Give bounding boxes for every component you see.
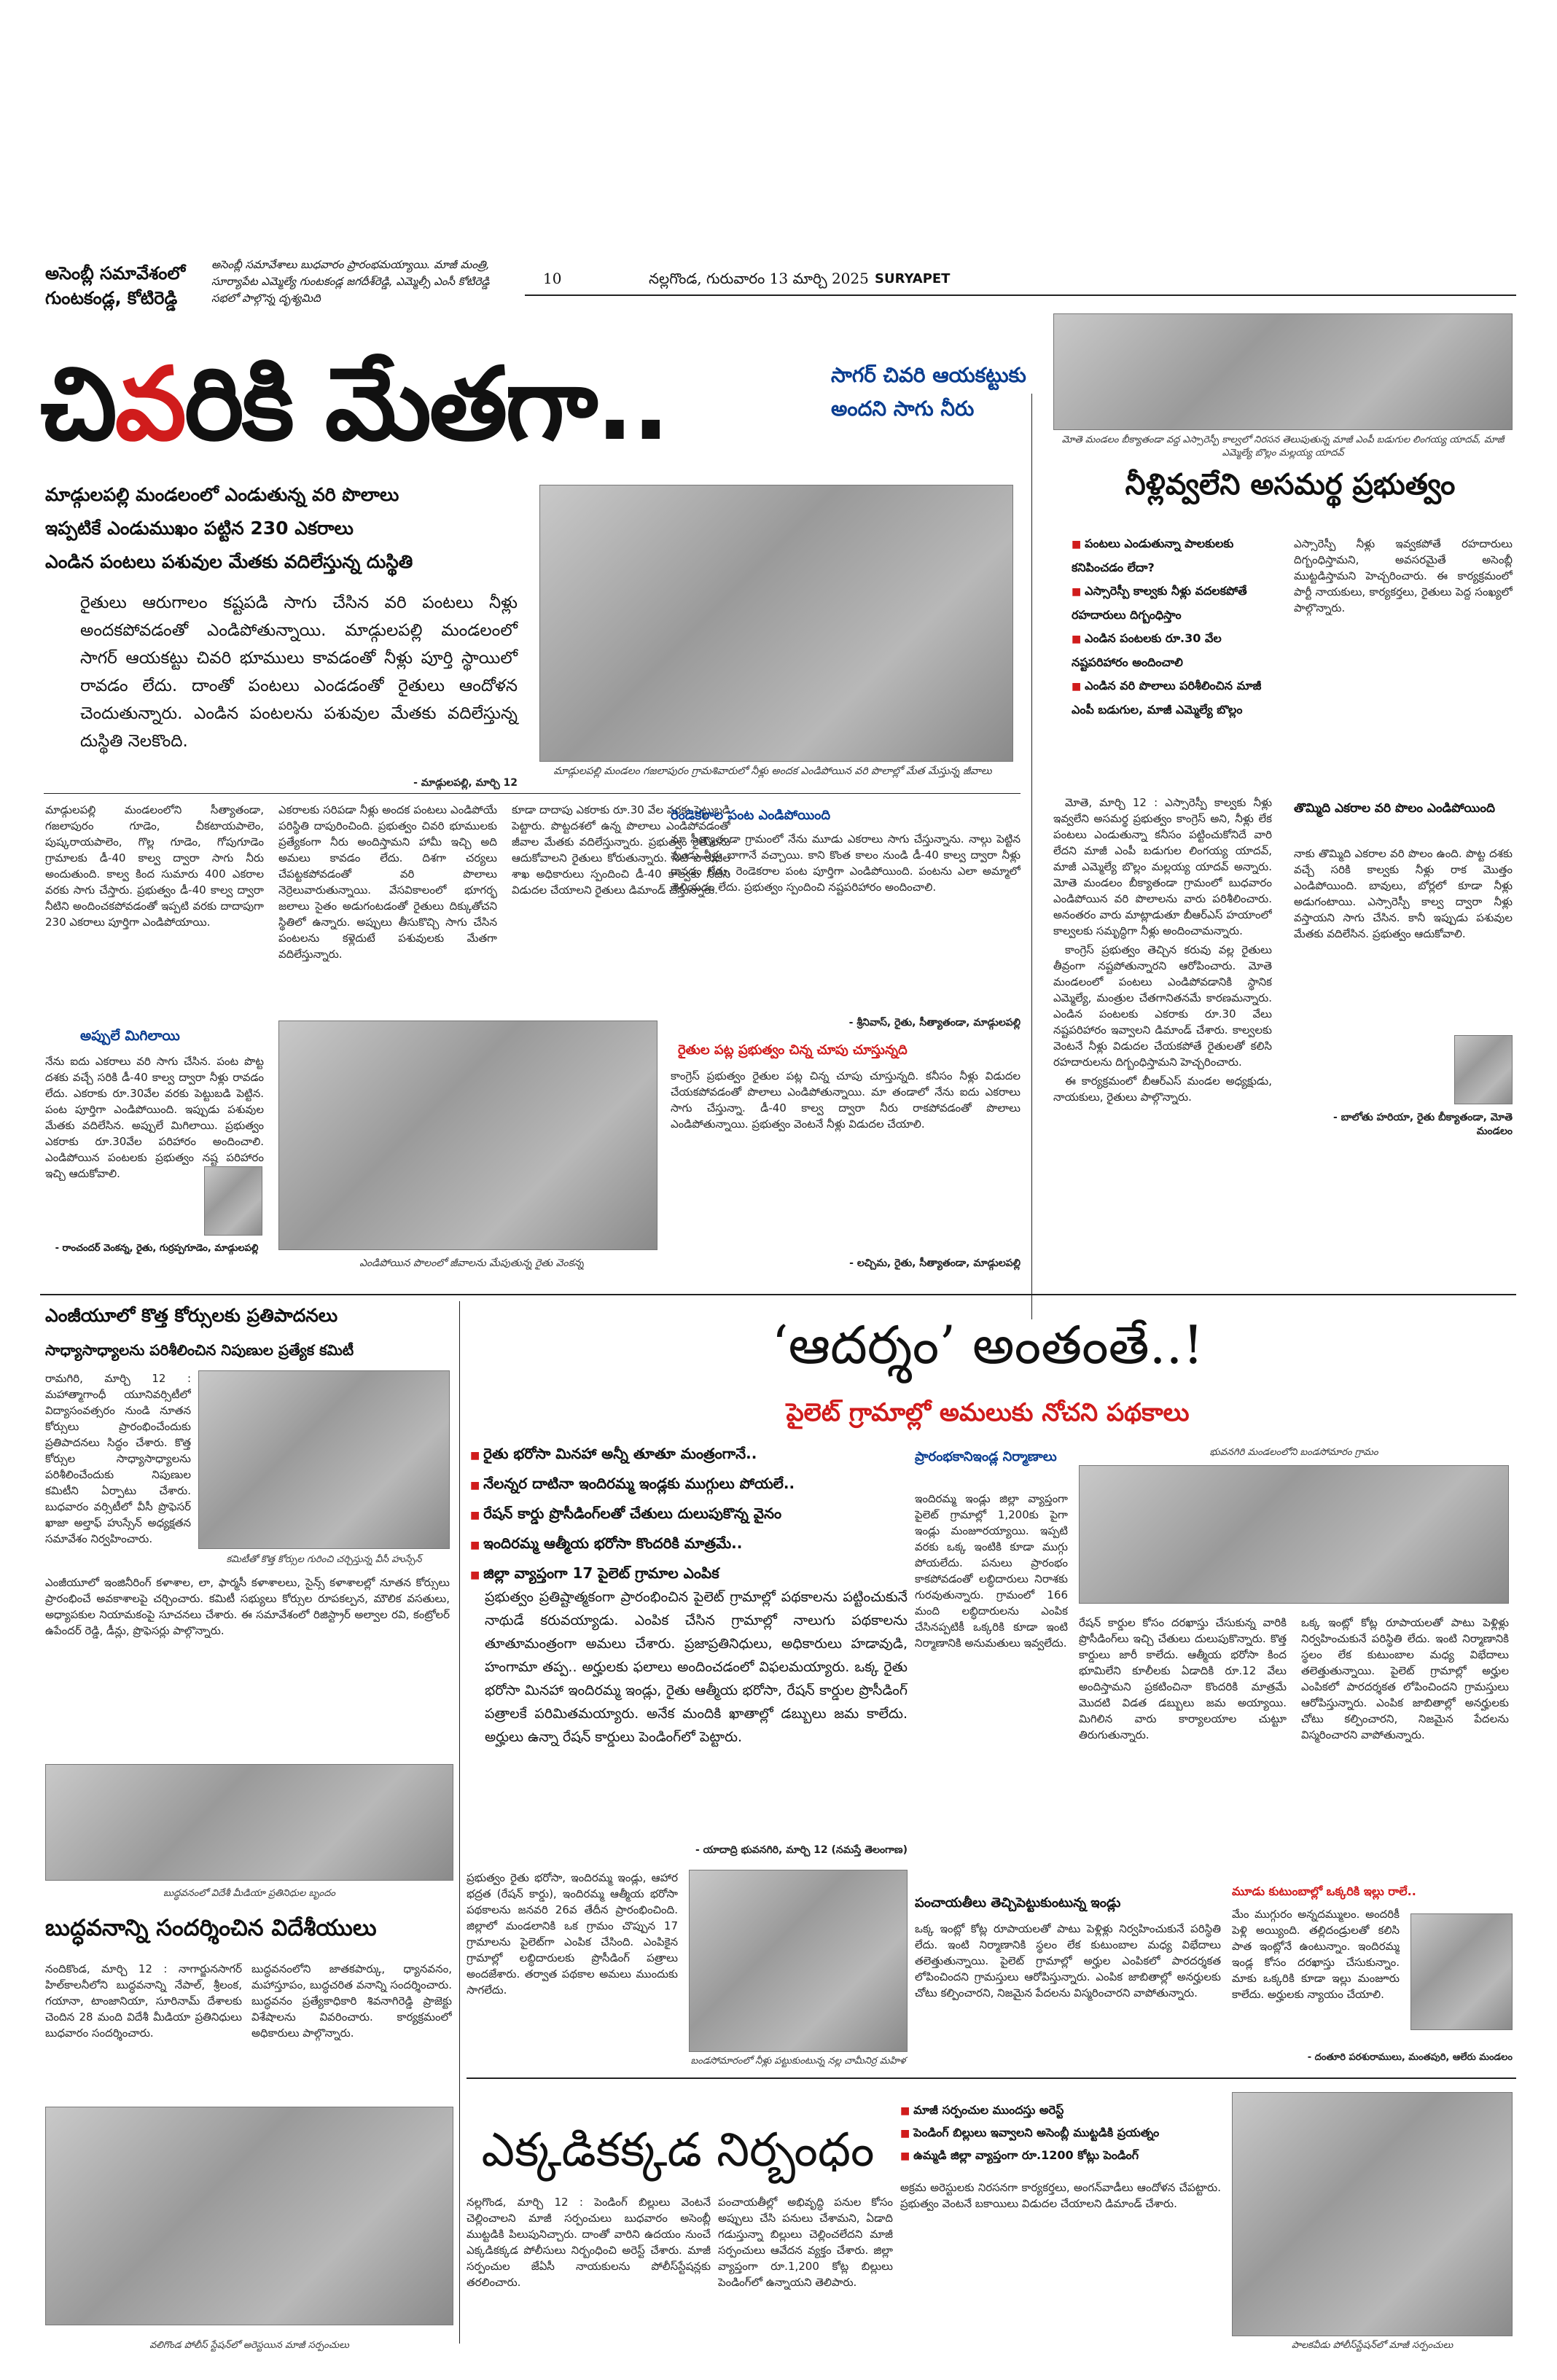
story3-photo: [198, 1370, 450, 1549]
deck-line: ఎండిన పంటలు పశువుల మేతకు వదిలేస్తున్న దుస్థితి: [45, 551, 413, 572]
section-rule-2: [467, 2077, 1516, 2079]
story6-right-caption: పాలకవీడు పోలీస్‌స్టేషన్‌లో మాజీ సర్పంచులు: [1291, 2340, 1453, 2351]
story2-body2: ఎస్సారెస్పీ నీళ్లు ఇవ్వకపోతే రహదారులు దిగ్బంధిస్తామని, అవసరమైతే అసెంబ్లీ ముట్టడిస్తామని హెచ్చరించారు. ఈ కార్యక్రమంలో పార్టీ నాయకులు, కార్యకర్తలు, రైతులు పెద్ద సంఖ్యలో పాల్గొన్నారు.: [1294, 537, 1513, 614]
date-line: నల్లగొండ, గురువారం 13 మార్చి 2025: [649, 270, 869, 287]
story2-para: ఈ కార్యక్రమంలో బీఆర్ఎస్ మండల అధ్యక్షుడు, నాయకులు, రైతులు పాల్గొన్నారు.: [1053, 1074, 1272, 1104]
story4-sub2-body: ఒక్క ఇంట్లో కోట్ల రూపాయలతో పాటు పెళ్లిళ్లు నిర్వహించుకునే పరిస్థితి లేదు. ఇంటి నిర్మాణానికి స్థలం లేక కుటుంబాల మధ్య విభేదాలు తలెత్తుతున్నాయి. పైలెట్ గ్రామాల్లో అర్హుల ఎంపికలో పారదర్శకత లోపించిందని గ్రామస్తులు ఆరోపిస్తున్నారు. ఎంపిక జాబితాల్లో అనర్హులకు చోటు కల్పించారని, నిజమైన పేదలను విస్మరించారని వాపోతున్నారు.: [915, 1922, 1221, 1999]
story2-photo-caption: మోతె మండలం బీక్యాతండా వద్ద ఎస్సారెస్పీ కాల్వలో నిరసన తెలుపుతున్న మాజీ ఎంపీ బడుగుల లింగయ్య యాదవ్, మాజీ ఎమ్మెల్యే బొల్లం మల్లయ్య యాదవ్: [1061, 434, 1505, 459]
vertical-divider: [1031, 394, 1032, 1319]
story3-photo-caption: కమిటీతో కొత్త కోర్సుల గురించి చర్చిస్తున్న వీసీ హుస్సేన్: [226, 1554, 422, 1565]
story2-sub-byline: - బాలోతు హరియా, రైతు బీక్యాతండా, మోతె మండలం: [1332, 1112, 1513, 1137]
story1-sub3-body: కాంగ్రెస్ ప్రభుత్వం రైతుల పట్ల చిన్న చూపు చూస్తున్నది. కనీసం నీళ్లు విడుదల చేయకపోవడంతో పొలాలు ఎండిపోతున్నాయి. మా తండాలో నేను ఐదు ఎకరాలు సాగు చేస్తున్నా. డీ-40 కాల్వ ద్వారా నీరు రాకపోవడంతో పొలాలు ఎండిపోతున్నాయి. ప్రభుత్వం వెంటనే నీళ్లు విడుదల చేయాలి.: [671, 1069, 1021, 1131]
farmer-portrait: [204, 1166, 262, 1236]
story2-headline: నీళ్లివ్వలేని అసమర్థ ప్రభుత్వం: [1125, 468, 1456, 502]
story2-bullets: [1072, 532, 1268, 722]
story4-intro: ప్రభుత్వం ప్రతిష్టాత్మకంగా ప్రారంభించిన పైలెట్ గ్రామాల్లో పథకాలను పట్టించుకునే నాథుడే కరువయ్యాడు. ఎంపిక చేసిన గ్రామాల్లో నాలుగు పథకాలను తూతూమంత్రంగా అమలు చేశారు. ప్రజాప్రతినిధులు, అధికారులు హడావుడి, హంగామా తప్ప.. అర్హులకు ఫలాలు అందించడంలో విఫలమయ్యారు. ఒక్క రైతు భరోసా మినహా ఇందిరమ్మ ఇండ్లు, రైతు ఆత్మీయ భరోసా, రేషన్ కార్డుల ప్రొసీడింగ్ పత్రాలకే పరిమితమయ్యారు. అనేక మందికి ఖాతాల్లో డబ్బులు జమ కాలేదు. అర్హులు ఉన్నా రేషన్ కార్డులు పెండింగ్‌లో పెట్టారు.: [485, 1589, 908, 1745]
story2-para: మోతె, మార్చి 12 : ఎస్సారెస్పీ కాల్వకు నీళ్లు ఇవ్వలేని అసమర్థ ప్రభుత్వం కాంగ్రెస్ అని, నీళ్లు లేక పంటలు ఎండుతున్నా కనీసం పట్టించుకోనిదే వారి లేదని మాజీ ఎంపీ బడుగుల లింగయ్య యాదవ్, మాజీ ఎమ్మెల్యే బొల్లం మల్లయ్య యాదవ్ అన్నారు. మోతె మండలం బీక్యాతండా గ్రామంలో బుధవారం ఎండిపోయిన వరి పొలాలను వారు పరిశీలించారు. అనంతరం వారు మాట్లాడుతూ బీఆర్ఎస్ హయాంలో కాల్వలకు సమృద్ధిగా నీళ్లు అందించామన్నారు.: [1053, 796, 1272, 937]
bullet-item: ■ మాజీ సర్పంచుల ముందస్తు అరెస్ట్: [900, 2099, 1206, 2122]
story6-col3: అక్రమ అరెస్టులకు నిరసనగా కార్యకర్తలు, అంగన్‌వాడీలు ఆందోళన చేపట్టారు. ప్రభుత్వం వెంటనే బకాయిలు విడుదల చేయాలని డిమాండ్ చేశారు.: [900, 2181, 1221, 2210]
story1-photo-caption: మాడ్గులపల్లి మండలం గజలాపురం గ్రామశివారులో నీళ్లు అందక ఎండిపోయిన వరి పొలాల్లో మేత మేస్తున్న జీవాలు: [553, 765, 992, 777]
story4-photo2-caption: బండసోమారంలో నీళ్లు పట్టుకుంటున్న నల్ల చామీనిర్ర మహిళ: [690, 2056, 906, 2067]
bullet-item: ■ నేలన్నర దాటినా ఇందిరమ్మ ఇండ్లకు ముగ్గులు పోయలే..: [470, 1470, 908, 1499]
section-rule: [40, 1294, 1516, 1295]
story1-sub1: అప్పులే మిగిలాయి: [80, 1028, 180, 1044]
story4-dateline: - యాదాద్రి భువనగిరి, మార్చి 12 (నమస్తే తెలంగాణ): [695, 1844, 908, 1856]
left-teaser: అసెంబ్లీ సమావేశంలో గుంటకండ్ల, కోటిరెడ్డి: [45, 263, 186, 308]
story4-portrait: [1410, 1913, 1513, 2030]
story4-sub3-body: మేం ముగ్గురం అన్నదమ్ములం. అందరికీ పెళ్లి అయ్యింది. తల్లిదండ్రులతో కలిసి పాత ఇంట్లోనే ఉంటున్నాం. ఇందిరమ్మ ఇండ్ల కోసం దరఖాస్తు చేసుకున్నాం. మాకు ఒక్కరికి కూడా ఇల్లు మంజూరు కాలేదు. అర్హులకు న్యాయం చేయాలి.: [1232, 1908, 1400, 2001]
story4-photo: [1079, 1465, 1509, 1604]
story4-sub2: పంచాయతీలు తెచ్చిపెట్టుకుంటున్న ఇండ్లు: [915, 1895, 1121, 1911]
headline-part-a: చి: [40, 346, 115, 463]
bullet-item: ■ పెండింగ్ బిల్లులు ఇవ్వాలని అసెంబ్లీ ముట్టడికి ప్రయత్నం: [900, 2122, 1206, 2145]
story4-photo-caption: భువనగిరి మండలంలోని బండసోమారం గ్రామం: [1209, 1447, 1378, 1458]
headline-part-b: వ: [114, 346, 184, 463]
story5-photo-caption: బుద్ధవనంలో విదేశీ మీడియా ప్రతినిధుల బృందం: [163, 1888, 336, 1899]
story5-col2: బుద్ధవనంలోని జాతకపార్కు, ధ్యానవనం, మహాస్తూపం, బుద్ధచరిత వనాన్ని సందర్శించారు. బుద్ధవనం ప్రత్యేకాధికారి శివనాగిరెడ్డి ప్రాజెక్టు విశేషాలను వివరించారు. కార్యక్రమంలో అధికారులు పాల్గొన్నారు.: [251, 1962, 452, 2040]
story4-deck: పైలెట్ గ్రామాల్లో అమలుకు నోచని పథకాలు: [786, 1398, 1190, 1427]
bullet-item: ■ ఇందిరమ్మ ఆత్మీయ భరోసా కొందరికి మాత్రమే..: [470, 1529, 908, 1559]
story4-col-mid: ఇందిరమ్మ ఇండ్లు జిల్లా వ్యాప్తంగా పైలెట్ గ్రామాల్లో 1,200కు పైగా ఇండ్లు మంజూరయ్యాయి. ఇప్పటి వరకు ఒక్క ఇంటికి కూడా ముగ్గు పోయలేదు. పనులు ప్రారంభం కాకపోవడంతో లబ్ధిదారులు నిరాశకు గురవుతున్నారు. గ్రామంలో 166 మంది లబ్ధిదారులను ఎంపిక చేసినప్పటికీ ఒక్కరికి కూడా ఇంటి నిర్మాణానికి అనుమతులు ఇవ్వలేదు.: [915, 1492, 1068, 1650]
left-teaser-sub: అసెంబ్లీ సమావేశాలు బుధవారం ప్రారంభమయ్యాయి. మాజీ మంత్రి, సూర్యాపేట ఎమ్మెల్యే గుంటకండ్ల జగదీశ్‌రెడ్డి, ఎమ్మెల్సీ ఎంసీ కోటిరెడ్డి సభలో పాల్గొన్న దృశ్యమిది: [211, 258, 490, 305]
headline-part-c: రికి మేతగా..: [184, 346, 668, 463]
col-divider: [459, 1301, 460, 2344]
story2-sub: తొమ్మిది ఎకరాల వరి పొలం ఎండిపోయింది: [1294, 801, 1495, 816]
bullet-item: ■ ఎస్సారెస్పీ కాల్వకు నీళ్లు వదలకపోతే రహదారులు దిగ్బంధిస్తాం: [1072, 580, 1268, 627]
story3-col2: ఎంజీయూలో ఇంజినీరింగ్ కళాశాల, లా, ఫార్మసీ కళాశాలలు, సైన్స్ కళాశాలల్లో నూతన కోర్సులు ప్రారంభించే అవకాశాలపై చర్చించారు. కమిటీ సభ్యులు కోర్సుల రూపకల్పన, మౌలిక వసతులు, అధ్యాపకుల నియామకంపై సూచనలు చేశారు. ఈ సమావేశంలో రిజిస్ట్రార్ అల్వాల రవి, కంట్రోలర్ ఉపేందర్ రెడ్డి, డీన్లు, ప్రొఫెసర్లు పాల్గొన్నారు.: [45, 1576, 450, 1637]
story1-rule: [44, 793, 1021, 794]
story4-col-right2: ఒక్క ఇంట్లో కోట్ల రూపాయలతో పాటు పెళ్లిళ్లు నిర్వహించుకునే పరిస్థితి లేదు. ఇంటి నిర్మాణానికి స్థలం లేక కుటుంబాల మధ్య విభేదాలు తలెత్తుతున్నాయి. పైలెట్ గ్రామాల్లో అర్హుల ఎంపికలో పారదర్శకత లోపించిందని గ్రామస్తులు ఆరోపిస్తున్నారు. ఎంపిక జాబితాల్లో అనర్హులకు చోటు కల్పించారని, నిజమైన పేదలను విస్మరించారని వాపోతున్నారు.: [1301, 1616, 1509, 1741]
bullet-item: ■ ఉమ్మడి జిల్లా వ్యాప్తంగా రూ.1200 కోట్లు పెండింగ్: [900, 2145, 1206, 2167]
story1-decks: [45, 478, 512, 579]
story4-sub1: ప్రారంభకానిఇండ్ల నిర్మాణాలు: [915, 1449, 1057, 1464]
bullet-item: ■ రైతు భరోసా మినహా అన్నీ తూతూ మంత్రంగానే..: [470, 1440, 908, 1470]
story6-photo-left: [45, 2107, 453, 2325]
story3-deck: సాధ్యాసాధ్యాలను పరిశీలించిన నిపుణుల ప్రత్యేక కమిటీ: [45, 1341, 354, 1359]
story1-intro: రైతులు ఆరుగాలం కష్టపడి సాగు చేసిన వరి పంటలు నీళ్లు అందకపోవడంతో ఎండిపోతున్నాయి. మాడ్గులపల్లి మండలంలో సాగర్ ఆయకట్టు చివరి భూములు కావడంతో నీళ్లు పూర్తి స్థాయిలో రావడం లేదు. దాంతో పంటలు ఎండడంతో రైతులు ఆందోళన చెందుతున్నారు. ఎండిన పంటలను పశువుల మేతకు వదిలేస్తున్న దుస్థితి నెలకొంది.: [80, 593, 518, 751]
story1-sub3-byline: - లచ్చిమ, రైతు, సీత్యాతండా, మాడ్గులపల్లి: [849, 1257, 1021, 1269]
story6-left-caption: వలిగొండ పోలీస్ స్టేషన్‌లో అరెస్టయిన మాజీ సర్పంచులు: [149, 2340, 349, 2351]
bullet-item: ■ పంటలు ఎండుతున్నా పాలకులకు కనిపించడం లేదా?: [1072, 532, 1268, 580]
story4-photo2: [689, 1870, 908, 2052]
story6-col1: నల్లగొండ, మార్చి 12 : పెండింగ్ బిల్లులు వెంటనే చెల్లించాలని మాజీ సర్పంచులు బుధవారం అసెంబ్లీ ముట్టడికి పిలుపునిచ్చారు. దాంతో వారిని ఉదయం నుంచే ఎక్కడికక్కడ పోలీసులు నిర్బంధించి అరెస్ట్ చేశారు. మాజీ సర్పంచుల జేఏసీ నాయకులను పోలీస్‌స్టేషన్లకు తరలించారు.: [467, 2196, 711, 2289]
story1-side-kicker: సాగర్ చివరి ఆయకట్టుకు అందని సాగు నీరు: [831, 363, 1026, 421]
story1-col2: ఎకరాలకు సరిపడా నీళ్లు అందక పంటలు ఎండిపోయే పరిస్థితి దాపురించింది. ప్రభుత్వం చివరి భూములకు ప్రత్యేకంగా నీరు అందిస్తామని హామీ ఇచ్చి అది అమలు కావడం లేదు. దిశగా చర్యలు చేపట్టకపోవడంతో వరి పొలాలు నెర్రెలువారుతున్నాయి. వేసవికాలంలో భూగర్భ జలాలు సైతం అడుగంటడంతో రైతులు దిక్కుతోచని స్థితిలో ఉన్నారు. అప్పులు తీసుకొచ్చి సాగు చేసిన పంటలను కళ్లెదుటే పశువులకు మేతగా వదిలేస్తున్నారు.: [278, 803, 497, 961]
story6-photo-right: [1232, 2092, 1513, 2336]
story4-sub3: మూడు కుటుంబాల్లో ఒక్కరికి ఇల్లు రాలే..: [1232, 1884, 1416, 1898]
story1-col1: మాడ్గులపల్లి మండలంలోని సీత్యాతండా, గజలాపురం గూడెం, చీకటాయపాలెం, పుష్కరాయపాలెం, గొల్ల గూడెం, గోపుగూడెం గ్రామాలకు డీ-40 కాల్వ ద్వారా సాగు నీరు అందుతుంది. కాల్వ కింద సుమారు 400 ఎకరాల వరకు సాగు చేస్తారు. ప్రభుత్వం డీ-40 కాల్వ ద్వారా నీటిని అందించకపోవడంతో ఇప్పటి వరకు దాదాపుగా 230 ఎకరాలు పూర్తిగా ఎండిపోయాయి.: [45, 803, 264, 929]
bullet-item: ■ ఎండిన పంటలకు రూ.30 వేల నష్టపరిహారం అందించాలి: [1072, 627, 1268, 674]
story2-photo: [1053, 313, 1513, 430]
story6-col2: పంచాయతీల్లో అభివృద్ధి పనుల కోసం అప్పులు చేసి పనులు చేశామని, ఏడాది గడుస్తున్నా బిల్లులు చెల్లించలేదని మాజీ సర్పంచులు ఆవేదన వ్యక్తం చేశారు. జిల్లా వ్యాప్తంగా రూ.1,200 కోట్ల బిల్లులు పెండింగ్‌లో ఉన్నాయని తెలిపారు.: [718, 2196, 893, 2289]
story5-col1: నందికొండ, మార్చి 12 : నాగార్జునసాగర్ హిల్‌కాలనీలోని బుద్ధవనాన్ని నేపాల్, శ్రీలంక, గయానా, టాంజానియా, సూరినామ్ దేశాలకు చెందిన 28 మంది విదేశీ మీడియా ప్రతినిధులు బుధవారం సందర్శించారు.: [45, 1962, 242, 2040]
story1-sub3: రైతుల పట్ల ప్రభుత్వం చిన్న చూపు చూస్తున్నది: [678, 1042, 908, 1058]
bullet-item: ■ జిల్లా వ్యాప్తంగా 17 పైలెట్ గ్రామాల ఎంపిక: [470, 1559, 908, 1589]
story1-sub1-body: నేను ఐదు ఎకరాలు వరి సాగు చేసిన. పంట పొట్ట దశకు వచ్చే సరికి డీ-40 కాల్వ ద్వారా నీళ్లు రావడం లేదు. ఎకరాకు రూ.30వేల వరకు పెట్టుబడి పెట్టిన. పంట పూర్తిగా ఎండిపోయింది. ఇప్పుడు పశువుల మేతకు వదిలేసిన. అప్పులే మిగిలాయి. ప్రభుత్వం ఎకరాకు రూ.30వేల పరిహారం అందించాలి. ఎండిపోయిన పంటలకు ప్రభుత్వం నష్ట పరిహారం ఇచ్చి ఆదుకోవాలి.: [45, 1055, 264, 1180]
deck-line: ఇప్పటికే ఎండుముఖం పట్టిన 230 ఎకరాలు: [45, 518, 354, 539]
story1-photo2-caption: ఎండిపోయిన పొలంలో జీవాలను మేపుతున్న రైతు వెంకన్న: [359, 1257, 584, 1269]
bullet-item: ■ ఎండిన వరి పొలాలు పరిశీలించిన మాజీ ఎంపీ బడుగుల, మాజీ ఎమ్మెల్యే బొల్లం: [1072, 674, 1268, 722]
deck-line: మాడ్గులపల్లి మండలంలో ఎండుతున్న వరి పొలాలు: [45, 484, 399, 505]
story1-headline: [40, 343, 668, 467]
story1-sub1-byline: - రాంచందర్ వెంకన్న, రైతు, గుర్రప్పగూడెం, మాడ్గులపల్లి: [55, 1243, 259, 1254]
story1-dateline: - మాడ్గులపల్లి, మార్చి 12: [413, 777, 518, 789]
story4-bullets: [470, 1440, 908, 1589]
story5-photo: [45, 1764, 453, 1881]
story4-sub3-byline: - దంతూరి పరశురాములు, మంతపురి, ఆలేరు మండలం: [1307, 2052, 1513, 2063]
story2-para: కాంగ్రెస్ ప్రభుత్వం తెచ్చిన కరువు వల్ల రైతులు తీవ్రంగా నష్టపోతున్నారని ఆరోపించారు. మోతె మండలంలో పంటలు ఎండిపోవడానికి స్థానిక ఎమ్మెల్యే, మంత్రుల చేతగానితనమే కారణమన్నారు. ఎండిన పంటలకు ఎకరాకు రూ.30 వేలు నష్టపరిహారం ఇవ్వాలని డిమాండ్ చేశారు. కాల్వలకు వెంటనే నీళ్లు విడుదల చేయకపోతే రైతులతో కలిసి రహదారులను దిగ్బంధిస్తామని హెచ్చరించారు.: [1053, 943, 1272, 1069]
story1-sub2: రెండెకరాల పంట ఎండిపోయింది: [671, 808, 831, 823]
story1-col3: కూడా దాదాపు ఎకరాకు రూ.30 వేల వరకు పెట్టుబడి పెట్టారు. పొట్టదశలో ఉన్న పొలాలు ఎండిపోవడంతో జీవాల మేతకు వదిలేస్తున్నారు. ప్రభుత్వం రైతులను ఆదుకోవాలని రైతులు కోరుతున్నారు. నీటి పారుదల శాఖ అధికారులు స్పందించి డీ-40 కాల్వకు నీటిని విడుదల చేయాలని రైతులు డిమాండ్ చేస్తున్నారు.: [512, 803, 730, 897]
story1-sub2-body: మా సీత్యాతండా గ్రామంలో నేను మూడు ఎకరాలు సాగు చేస్తున్నాను. నాల్గు పెట్టిన పుండు నీళ్లు బాగానే వచ్చాయి. కాని కొంత కాలం నుండి డీ-40 కాల్వ ద్వారా నీళ్లు రావడం లేదు. రెండెకరాల పంట పూర్తిగా ఎండిపోయింది. పంటను ఎలా అమ్మాలో తెలియడం లేదు. ప్రభుత్వం స్పందించి నష్టపరిహారం అందించాలి.: [671, 832, 1021, 894]
masthead-rule: [525, 294, 1516, 296]
story4-col-lower1: ప్రభుత్వం రైతు భరోసా, ఇందిరమ్మ ఇండ్లు, ఆహార భద్రత (రేషన్ కార్డు), ఇందిరమ్మ ఆత్మీయ భరోసా పథకాలను జనవరి 26వ తేదీన ప్రారంభించింది. జిల్లాలో మండలానికి ఒక గ్రామం చొప్పున 17 గ్రామాలను పైలెట్‌గా ఎంపిక చేసింది. ఎంపికైన గ్రామాల్లో లబ్ధిదారులకు ప్రొసీడింగ్ పత్రాలు అందజేశారు. తర్వాత పథకాల అమలు ముందుకు సాగలేదు.: [467, 1871, 678, 1997]
story3-kicker: ఎంజీయూలో కొత్త కోర్సులకు ప్రతిపాదనలు: [45, 1305, 338, 1326]
bullet-item: ■ రేషన్ కార్డు ప్రొసీడింగ్‌లతో చేతులు దులుపుకొన్న వైనం: [470, 1499, 908, 1529]
story1-sub2-byline: - శ్రీనివాస్, రైతు, సీత్యాతండా, మాడ్గులపల్లి: [848, 1017, 1021, 1029]
story6-headline: ఎక్కడికక్కడ నిర్బంధం: [481, 2123, 875, 2177]
story1-photo2: [278, 1021, 657, 1250]
story5-headline: బుద్ధవనాన్ని సందర్శించిన విదేశీయులు: [45, 1915, 377, 1941]
page-number: 10: [543, 270, 562, 287]
story4-col-right1: రేషన్ కార్డుల కోసం దరఖాస్తు చేసుకున్న వారికి ప్రొసీడింగ్‌లు ఇచ్చి చేతులు దులుపుకొన్నారు. కొత్త కార్డులు జారీ కాలేదు. ఆత్మీయ భరోసా కింద భూమిలేని కూలీలకు ఏడాదికి రూ.12 వేలు అందిస్తామని ప్రకటించినా కొందరికి మాత్రమే మొదటి విడత డబ్బులు జమ అయ్యాయి. మిగిలిన వారు కార్యాలయాల చుట్టూ తిరుగుతున్నారు.: [1079, 1616, 1287, 1741]
story2-col1: [1053, 795, 1272, 1305]
story3-col1: రామగిరి, మార్చి 12 : మహాత్మాగాంధీ యూనివర్సిటీలో విద్యాసంవత్సరం నుండి నూతన కోర్సులు ప్రారంభించేందుకు ప్రతిపాదనలు సిద్ధం చేశారు. కొత్త కోర్సుల సాధ్యాసాధ్యాలను పరిశీలించేందుకు నిపుణుల కమిటీని ఏర్పాటు చేశారు. బుధవారం వర్సిటీలో వీసీ ప్రొఫెసర్ ఖాజా అల్తాఫ్ హుస్సేన్ అధ్యక్షతన సమావేశం నిర్వహించారు.: [45, 1372, 191, 1545]
edition-name: SURYAPET: [875, 271, 951, 286]
story4-headline: ‘ఆదర్శం’ అంతంతే..!: [771, 1314, 1204, 1376]
story6-bullets: [900, 2099, 1206, 2167]
story1-photo: [539, 485, 1013, 762]
story2-sub-body: నాకు తొమ్మిది ఎకరాల వరి పొలం ఉంది. పొట్ట దశకు వచ్చే సరికి కాల్వకు నీళ్లు రాక మొత్తం ఎండిపోయింది. బావులు, బోర్లలో కూడా నీళ్లు అడుగంటాయి. ఎస్సారెస్పీ కాల్వ ద్వారా నీళ్లు వస్తాయని సాగు చేసిన. కానీ ఇప్పుడు పశువుల మేతకు వదిలేసిన. ప్రభుత్వం ఆదుకోవాలి.: [1294, 847, 1513, 940]
farmer-portrait-2: [1454, 1035, 1513, 1104]
